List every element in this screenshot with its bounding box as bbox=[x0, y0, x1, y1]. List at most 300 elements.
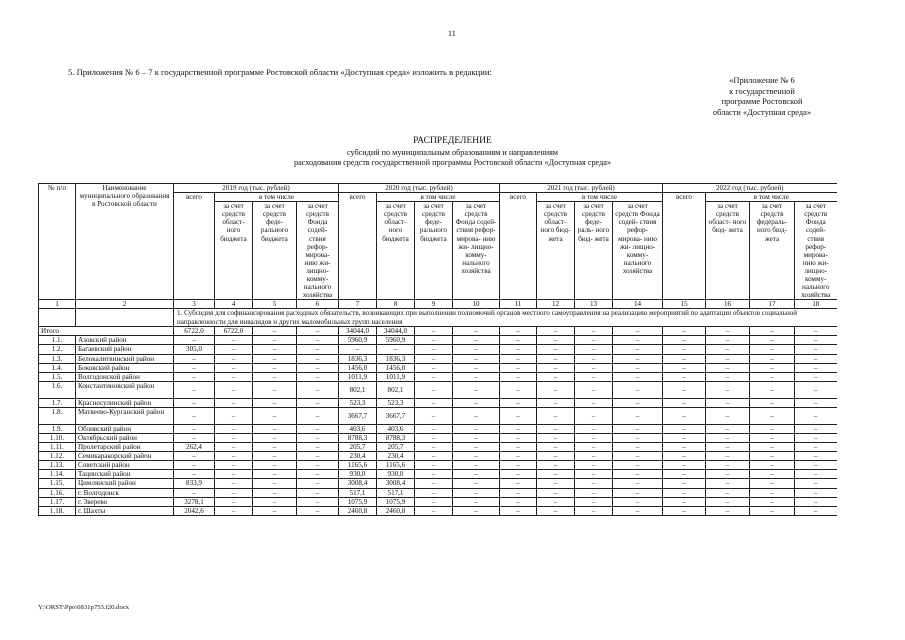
table-cell: – bbox=[750, 381, 795, 398]
table-cell: 1011,9 bbox=[339, 372, 377, 381]
table-cell: – bbox=[500, 336, 537, 345]
table-cell: – bbox=[613, 479, 663, 488]
table-cell: 2460,8 bbox=[339, 506, 377, 515]
table-cell: – bbox=[253, 461, 297, 470]
table-cell: – bbox=[297, 452, 339, 461]
header-federal-budget: за счет средств феде- рального бюджета bbox=[253, 202, 297, 300]
table-cell: – bbox=[663, 381, 706, 398]
table-cell: – bbox=[500, 424, 537, 433]
appendix-line: программе Ростовской bbox=[721, 97, 803, 106]
table-cell: 523,3 bbox=[339, 398, 377, 407]
table-cell: – bbox=[253, 336, 297, 345]
row-number: 1.5. bbox=[39, 372, 76, 381]
row-number: 1.9. bbox=[39, 424, 76, 433]
column-number: 6 bbox=[297, 300, 339, 309]
appendix-line: области «Доступная среда» bbox=[712, 107, 812, 117]
table-cell: – bbox=[215, 506, 253, 515]
table-cell: 5960,9 bbox=[339, 336, 377, 345]
municipality-name: Константиновский район bbox=[76, 381, 174, 398]
column-number: 3 bbox=[174, 300, 215, 309]
table-cell: – bbox=[297, 336, 339, 345]
table-cell: – bbox=[706, 407, 750, 424]
row-number: 1.13. bbox=[39, 461, 76, 470]
header-regional-budget: за счет средств област- ного бюд- жета bbox=[537, 202, 575, 300]
table-cell: 8788,3 bbox=[377, 433, 415, 442]
table-cell: – bbox=[750, 470, 795, 479]
table-cell: – bbox=[537, 506, 575, 515]
municipality-name: Цимлянский район bbox=[76, 479, 174, 488]
table-cell: – bbox=[174, 424, 215, 433]
table-cell: – bbox=[500, 461, 537, 470]
column-number-row bbox=[39, 300, 837, 309]
header-federal-budget: за счет средств феде- рального бюджета bbox=[415, 202, 453, 300]
table-cell: – bbox=[215, 345, 253, 354]
column-number: 12 bbox=[537, 300, 575, 309]
appendix-line: «Приложение № 6 bbox=[729, 76, 795, 85]
column-number: 8 bbox=[377, 300, 415, 309]
table-cell: – bbox=[750, 345, 795, 354]
table-cell: – bbox=[795, 470, 837, 479]
table-cell: – bbox=[706, 327, 750, 336]
column-number: 18 bbox=[795, 300, 837, 309]
table-cell: – bbox=[575, 381, 613, 398]
table-cell: – bbox=[453, 424, 500, 433]
table-cell: – bbox=[575, 345, 613, 354]
table-cell: – bbox=[750, 424, 795, 433]
table-cell: 305,0 bbox=[174, 345, 215, 354]
total-label: Итого bbox=[39, 327, 174, 336]
table-cell: – bbox=[253, 327, 297, 336]
column-number: 16 bbox=[706, 300, 750, 309]
table-cell: – bbox=[174, 407, 215, 424]
table-row bbox=[39, 488, 837, 497]
table-cell: 3278,1 bbox=[174, 497, 215, 506]
table-cell: 802,1 bbox=[377, 381, 415, 398]
header-reform-fund: за счет средств Фонда содей- ствия рефор- мирова- нию жи- лищно- комму- нального хозяйства bbox=[795, 202, 837, 300]
table-cell: – bbox=[297, 443, 339, 452]
table-cell: – bbox=[575, 452, 613, 461]
table-cell: – bbox=[453, 452, 500, 461]
column-number: 11 bbox=[500, 300, 537, 309]
table-cell: – bbox=[537, 336, 575, 345]
table-cell: – bbox=[663, 479, 706, 488]
table-cell: – bbox=[795, 407, 837, 424]
column-number: 1 bbox=[39, 300, 76, 309]
table-cell: – bbox=[663, 354, 706, 363]
row-number: 1.4. bbox=[39, 363, 76, 372]
municipality-name: Волгодонской район bbox=[76, 372, 174, 381]
table-cell: – bbox=[453, 497, 500, 506]
table-cell: 930,0 bbox=[339, 470, 377, 479]
table-cell: – bbox=[750, 407, 795, 424]
table-cell: – bbox=[575, 363, 613, 372]
header-total: всего bbox=[174, 193, 215, 300]
table-cell: – bbox=[613, 497, 663, 506]
table-cell: – bbox=[297, 479, 339, 488]
table-cell: – bbox=[706, 470, 750, 479]
column-number: 13 bbox=[575, 300, 613, 309]
table-cell: – bbox=[663, 497, 706, 506]
table-cell: – bbox=[215, 479, 253, 488]
table-cell: – bbox=[663, 372, 706, 381]
header-regional-budget: за счет средств област- ного бюд- жета bbox=[706, 202, 750, 300]
table-cell: – bbox=[575, 354, 613, 363]
table-cell: – bbox=[706, 479, 750, 488]
table-cell: 1456,0 bbox=[339, 363, 377, 372]
table-cell: – bbox=[453, 407, 500, 424]
table-cell: – bbox=[663, 424, 706, 433]
header-including: в том числе bbox=[215, 193, 339, 202]
table-row bbox=[39, 363, 837, 372]
table-cell: 930,0 bbox=[377, 470, 415, 479]
table-cell: 1165,6 bbox=[339, 461, 377, 470]
table-cell: 1011,9 bbox=[377, 372, 415, 381]
table-cell: – bbox=[215, 461, 253, 470]
table-cell: – bbox=[663, 327, 706, 336]
table-cell: – bbox=[500, 497, 537, 506]
municipality-name: Белокалитвинский район bbox=[76, 354, 174, 363]
header-year-2020: 2020 год (тыс. рублей) bbox=[339, 184, 500, 193]
table-cell: – bbox=[575, 424, 613, 433]
table-cell: – bbox=[663, 443, 706, 452]
table-cell: – bbox=[750, 327, 795, 336]
table-cell: – bbox=[663, 336, 706, 345]
table-cell: – bbox=[613, 506, 663, 515]
table-cell: – bbox=[215, 433, 253, 442]
column-number: 9 bbox=[415, 300, 453, 309]
table-cell: – bbox=[663, 470, 706, 479]
table-cell: – bbox=[174, 381, 215, 398]
table-cell: – bbox=[253, 506, 297, 515]
table-cell: 5960,9 bbox=[377, 336, 415, 345]
table-cell: – bbox=[537, 381, 575, 398]
municipality-name: Боковский район bbox=[76, 363, 174, 372]
column-number: 14 bbox=[613, 300, 663, 309]
table-cell: – bbox=[253, 443, 297, 452]
table-cell: – bbox=[575, 398, 613, 407]
table-cell: – bbox=[750, 354, 795, 363]
table-cell: 523,3 bbox=[377, 398, 415, 407]
table-cell: – bbox=[453, 433, 500, 442]
table-cell: – bbox=[339, 345, 377, 354]
table-row bbox=[39, 407, 837, 424]
table-cell: – bbox=[500, 354, 537, 363]
table-cell: – bbox=[575, 372, 613, 381]
table-cell: – bbox=[415, 470, 453, 479]
table-cell: 2042,6 bbox=[174, 506, 215, 515]
table-cell: – bbox=[706, 363, 750, 372]
table-cell: – bbox=[706, 354, 750, 363]
table-cell: – bbox=[795, 461, 837, 470]
table-cell: – bbox=[663, 398, 706, 407]
table-cell: – bbox=[613, 488, 663, 497]
table-cell: – bbox=[174, 488, 215, 497]
table-cell: – bbox=[795, 327, 837, 336]
table-cell: – bbox=[750, 488, 795, 497]
table-cell: 802,1 bbox=[339, 381, 377, 398]
section-title: 1. Субсидия для софинансирования расходных обязательств, возникающих при выполнении полномочий органов местного самоуправления на реализацию мероприятий по адаптации объектов социальной направленности для инвалидов и других маломобильных групп населения bbox=[174, 309, 837, 327]
table-cell: – bbox=[253, 354, 297, 363]
table-cell: – bbox=[537, 461, 575, 470]
row-number: 1.11. bbox=[39, 443, 76, 452]
table-cell: – bbox=[537, 398, 575, 407]
table-cell: – bbox=[575, 407, 613, 424]
table-cell: – bbox=[663, 433, 706, 442]
row-number: 1.6. bbox=[39, 381, 76, 398]
table-cell: – bbox=[297, 488, 339, 497]
table-cell: – bbox=[613, 452, 663, 461]
table-cell: – bbox=[453, 506, 500, 515]
table-row bbox=[39, 479, 837, 488]
header-regional-budget: за счет средств област- ного бюджета bbox=[377, 202, 415, 300]
table-cell: – bbox=[706, 424, 750, 433]
table-cell: – bbox=[500, 398, 537, 407]
table-cell: – bbox=[297, 497, 339, 506]
table-cell: – bbox=[795, 398, 837, 407]
header-federal-budget: за счет средств феде- раль- ного бюд- жета bbox=[575, 202, 613, 300]
table-cell: – bbox=[297, 381, 339, 398]
document-subtitle bbox=[0, 148, 905, 168]
table-cell: – bbox=[174, 433, 215, 442]
header-including: в том числе bbox=[377, 193, 500, 202]
table-cell: 3667,7 bbox=[339, 407, 377, 424]
column-number: 5 bbox=[253, 300, 297, 309]
table-cell: – bbox=[663, 407, 706, 424]
table-cell: – bbox=[415, 461, 453, 470]
table-cell: – bbox=[215, 336, 253, 345]
table-cell: – bbox=[215, 443, 253, 452]
table-cell: 6722,0 bbox=[215, 327, 253, 336]
table-cell: – bbox=[706, 506, 750, 515]
table-cell: – bbox=[174, 354, 215, 363]
header-year-2022: 2022 год (тыс. рублей) bbox=[663, 184, 837, 193]
table-cell: – bbox=[663, 363, 706, 372]
table-cell: – bbox=[377, 345, 415, 354]
table-cell: – bbox=[500, 407, 537, 424]
table-cell: – bbox=[613, 398, 663, 407]
municipality-name: г. Шахты bbox=[76, 506, 174, 515]
table-cell: – bbox=[750, 398, 795, 407]
table-cell: – bbox=[750, 433, 795, 442]
table-cell: – bbox=[500, 443, 537, 452]
municipality-name: Тацинский район bbox=[76, 470, 174, 479]
table-cell: – bbox=[537, 433, 575, 442]
table-cell: – bbox=[415, 452, 453, 461]
table-cell: – bbox=[706, 372, 750, 381]
table-cell: – bbox=[795, 497, 837, 506]
table-cell: 2460,8 bbox=[377, 506, 415, 515]
table-cell: – bbox=[415, 381, 453, 398]
intro-text: 5. Приложения № 6 – 7 к государственной программе Ростовской области «Доступная среда» изложить в редакции: bbox=[68, 67, 492, 77]
table-cell: – bbox=[215, 363, 253, 372]
table-cell: – bbox=[613, 327, 663, 336]
table-cell: – bbox=[750, 461, 795, 470]
table-row bbox=[39, 461, 837, 470]
table-cell: – bbox=[215, 372, 253, 381]
column-number: 2 bbox=[76, 300, 174, 309]
table-cell: – bbox=[215, 398, 253, 407]
table-cell: – bbox=[795, 488, 837, 497]
table-cell: 230,4 bbox=[377, 452, 415, 461]
table-cell: – bbox=[215, 488, 253, 497]
table-row bbox=[39, 433, 837, 442]
table-cell: – bbox=[575, 506, 613, 515]
table-cell: – bbox=[415, 398, 453, 407]
table-cell: 34044,0 bbox=[339, 327, 377, 336]
municipality-name: Октябрьский район bbox=[76, 433, 174, 442]
table-cell: – bbox=[415, 424, 453, 433]
municipality-name: Обливский район bbox=[76, 424, 174, 433]
table-row bbox=[39, 506, 837, 515]
table-cell: – bbox=[537, 424, 575, 433]
table-cell: 517,1 bbox=[377, 488, 415, 497]
header-including: в том числе bbox=[537, 193, 663, 202]
table-cell: – bbox=[453, 345, 500, 354]
table-cell: – bbox=[453, 354, 500, 363]
table-cell: – bbox=[795, 479, 837, 488]
table-cell: – bbox=[537, 497, 575, 506]
table-cell: – bbox=[415, 497, 453, 506]
table-cell: – bbox=[795, 433, 837, 442]
column-number: 7 bbox=[339, 300, 377, 309]
table-cell: – bbox=[613, 354, 663, 363]
table-cell: – bbox=[415, 336, 453, 345]
total-row bbox=[39, 327, 837, 336]
table-cell: – bbox=[750, 506, 795, 515]
row-number: 1.10. bbox=[39, 433, 76, 442]
table-cell: – bbox=[500, 433, 537, 442]
row-number: 1.2. bbox=[39, 345, 76, 354]
table-cell: – bbox=[613, 336, 663, 345]
table-cell: – bbox=[500, 363, 537, 372]
table-cell: – bbox=[575, 479, 613, 488]
table-row bbox=[39, 345, 837, 354]
table-row bbox=[39, 470, 837, 479]
municipality-name: Матвеево-Курганский район bbox=[76, 407, 174, 424]
table-cell: – bbox=[453, 470, 500, 479]
table-cell: – bbox=[253, 372, 297, 381]
table-cell: – bbox=[537, 345, 575, 354]
table-cell: – bbox=[613, 381, 663, 398]
table-cell: – bbox=[253, 345, 297, 354]
table-cell: – bbox=[297, 398, 339, 407]
table-cell: 34044,0 bbox=[377, 327, 415, 336]
table-cell: – bbox=[663, 488, 706, 497]
table-cell: – bbox=[663, 461, 706, 470]
table-cell: – bbox=[706, 461, 750, 470]
table-cell: – bbox=[706, 488, 750, 497]
table-cell: – bbox=[613, 470, 663, 479]
table-cell: – bbox=[453, 488, 500, 497]
table-cell: – bbox=[706, 443, 750, 452]
table-cell: – bbox=[453, 461, 500, 470]
table-cell: – bbox=[415, 372, 453, 381]
table-cell: – bbox=[297, 433, 339, 442]
table-cell: – bbox=[750, 363, 795, 372]
table-cell: – bbox=[613, 461, 663, 470]
table-cell: – bbox=[174, 452, 215, 461]
table-cell: – bbox=[253, 433, 297, 442]
table-row bbox=[39, 336, 837, 345]
table-cell: – bbox=[415, 363, 453, 372]
table-cell: – bbox=[500, 327, 537, 336]
table-cell: 3667,7 bbox=[377, 407, 415, 424]
table-cell: – bbox=[215, 452, 253, 461]
table-cell: – bbox=[663, 506, 706, 515]
table-cell: – bbox=[453, 443, 500, 452]
table-cell: – bbox=[706, 452, 750, 461]
table-cell: – bbox=[174, 336, 215, 345]
row-number: 1.16. bbox=[39, 488, 76, 497]
section-spacer bbox=[76, 309, 174, 327]
table-cell: – bbox=[750, 452, 795, 461]
table-cell: – bbox=[174, 470, 215, 479]
table-cell: – bbox=[795, 345, 837, 354]
header-reform-fund: за счет средств Фонда содей- ствия рефор- мирова- нию жи- лищно- комму- нального хозяйства bbox=[297, 202, 339, 300]
table-cell: – bbox=[253, 381, 297, 398]
table-cell: – bbox=[750, 497, 795, 506]
row-number: 1.17. bbox=[39, 497, 76, 506]
table-cell: – bbox=[215, 381, 253, 398]
table-cell: – bbox=[575, 488, 613, 497]
table-cell: 1836,3 bbox=[339, 354, 377, 363]
row-number: 1.12. bbox=[39, 452, 76, 461]
column-number: 4 bbox=[215, 300, 253, 309]
header-federal-budget: за счет средств федераль- ного бюд- жета bbox=[750, 202, 795, 300]
table-cell: – bbox=[215, 407, 253, 424]
table-cell: – bbox=[750, 372, 795, 381]
table-cell: – bbox=[253, 452, 297, 461]
table-cell: 3008,4 bbox=[377, 479, 415, 488]
table-cell: – bbox=[613, 443, 663, 452]
table-cell: – bbox=[750, 479, 795, 488]
table-cell: – bbox=[575, 470, 613, 479]
table-cell: – bbox=[613, 407, 663, 424]
table-cell: – bbox=[613, 433, 663, 442]
table-row bbox=[39, 497, 837, 506]
table-cell: – bbox=[795, 354, 837, 363]
table-cell: – bbox=[575, 443, 613, 452]
header-reform-fund: за счет средств Фонда содей- ствия рефор- мирова- нию жи- лищно- комму- нального хозяйства bbox=[453, 202, 500, 300]
table-cell: – bbox=[215, 424, 253, 433]
municipality-name: Багаевский район bbox=[76, 345, 174, 354]
table-cell: – bbox=[795, 452, 837, 461]
table-cell: – bbox=[415, 433, 453, 442]
table-cell: – bbox=[706, 345, 750, 354]
municipality-name: Пролетарский район bbox=[76, 443, 174, 452]
file-path-footer: Y:\ORST\Ppo\0831p753.f20.docx bbox=[38, 604, 130, 611]
table-cell: – bbox=[795, 381, 837, 398]
table-cell: – bbox=[415, 488, 453, 497]
table-cell: 205,7 bbox=[377, 443, 415, 452]
table-cell: – bbox=[537, 452, 575, 461]
header-col-no: № п/п bbox=[39, 184, 76, 300]
table-cell: – bbox=[613, 363, 663, 372]
subtitle-line: расходования средств государственной программы Ростовской области «Доступная среда» bbox=[294, 157, 611, 167]
table-cell: – bbox=[750, 443, 795, 452]
table-cell: 1165,6 bbox=[377, 461, 415, 470]
table-cell: – bbox=[537, 470, 575, 479]
table-cell: – bbox=[795, 363, 837, 372]
table-cell: – bbox=[415, 407, 453, 424]
header-total: всего bbox=[339, 193, 377, 300]
table-cell: – bbox=[750, 336, 795, 345]
column-number: 15 bbox=[663, 300, 706, 309]
table-row bbox=[39, 354, 837, 363]
table-cell: 1836,3 bbox=[377, 354, 415, 363]
table-cell: 1075,9 bbox=[339, 497, 377, 506]
table-cell: – bbox=[795, 424, 837, 433]
